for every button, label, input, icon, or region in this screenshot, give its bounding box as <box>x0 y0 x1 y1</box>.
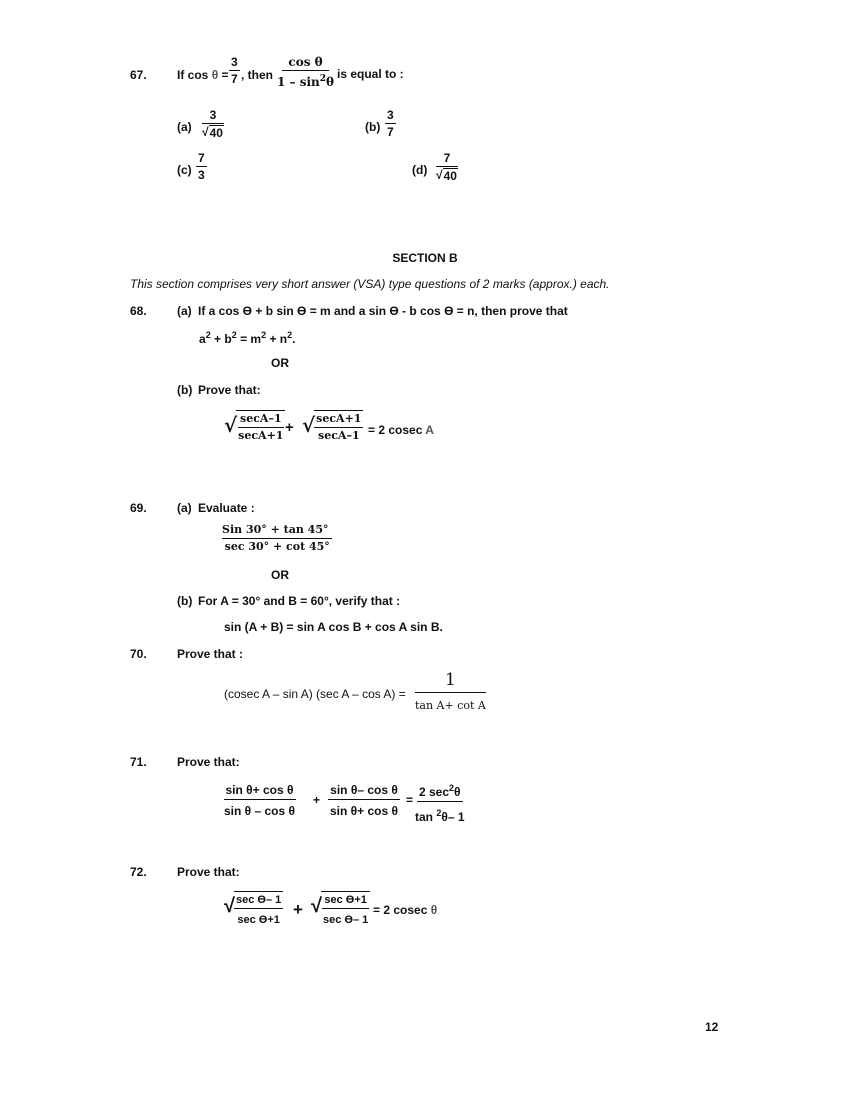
q71-number: 71. <box>130 755 147 769</box>
q68-a-label: (a) <box>177 304 192 318</box>
q67-option-a-radicand: 40 <box>209 126 223 140</box>
q71-fraction-2 <box>328 783 400 818</box>
q71-f3-den-a: tan <box>415 810 437 824</box>
q68-eq-n: + n <box>266 332 288 346</box>
q72-radical-2 <box>311 888 370 928</box>
q69-b-text: For A = 30° and B = 60°, verify that : <box>198 594 401 608</box>
q69-identity: sin (A + B) = sin A cos B + cos A sin B. <box>224 620 443 634</box>
section-b-title: SECTION B <box>392 251 458 265</box>
q71-f3-num-a: 2 sec <box>418 785 450 799</box>
q68-rad2-den: secA–1 <box>318 429 360 442</box>
q72-radical-1 <box>224 888 283 928</box>
q72-rhs-text: = 2 cosec <box>373 903 428 917</box>
q67-expr-num: cos θ <box>282 55 328 71</box>
q68-eq-m: = m <box>236 332 262 346</box>
q67-option-d-den <box>434 167 460 183</box>
q67-then: , then <box>241 68 273 82</box>
q67-option-b-den: 7 <box>387 125 394 139</box>
q67-expr-den-b: θ <box>326 75 335 89</box>
q67-option-c <box>196 151 207 182</box>
q71-fraction-1 <box>222 783 297 818</box>
q67-option-c-den: 3 <box>198 168 205 182</box>
q69-or: OR <box>271 568 289 582</box>
q71-f3-num <box>417 781 463 802</box>
q67-option-a <box>200 108 226 140</box>
q68-radical-2 <box>302 407 363 444</box>
q71-f3-den-b: θ– 1 <box>441 810 465 824</box>
section-b-intro: This section comprises very short answer (VSA) type questions of 2 marks (approx.) each. <box>130 277 610 291</box>
q70-rhs-fraction <box>413 670 488 713</box>
q70-rhs-den: tan A+ cot A <box>415 699 486 712</box>
q67-expr-den-exp: 2 <box>319 74 327 84</box>
q67-tail: is equal to : <box>337 67 404 81</box>
q67-option-d-label: (d) <box>412 163 428 177</box>
q72-rhs <box>373 903 437 917</box>
q67-lead <box>177 68 229 82</box>
q72-text: Prove that: <box>177 865 240 879</box>
q67-expr-den <box>275 71 336 89</box>
q68-a-text: If a cos ϴ + b sin ϴ = m and a sin ϴ - b cos ϴ = n, then prove that <box>198 304 568 318</box>
q71-f3-num-b: θ <box>454 785 461 799</box>
q68-rhs-text: = 2 cosec <box>368 423 423 437</box>
q72-rad1-den: sec ϴ+1 <box>237 914 280 926</box>
q67-option-c-num: 7 <box>198 151 205 165</box>
q70-lhs: (cosec A – sin A) (sec A – cos A) = <box>224 687 406 701</box>
q69-a-text: Evaluate : <box>198 501 255 515</box>
q71-text: Prove that: <box>177 755 240 769</box>
q67-lead-text: If cos <box>177 68 209 82</box>
q72-rad2-den: sec ϴ– 1 <box>322 914 369 926</box>
q68-b-text: Prove that: <box>198 383 261 397</box>
q68-radical-2-body <box>314 410 363 444</box>
q71-f3-den <box>413 802 467 824</box>
q69-fraction <box>222 523 332 554</box>
q67-theta: θ <box>211 68 219 82</box>
q67-cos-num: 3 <box>231 55 238 69</box>
q70-rhs-num: 1 <box>415 670 486 693</box>
sqrt-icon: √ <box>224 413 238 437</box>
q72-plus: + <box>293 900 303 919</box>
sqrt-icon: √ <box>436 168 443 182</box>
q67-option-b <box>385 108 396 139</box>
q71-f3-num-exp: 2 <box>449 783 455 793</box>
page-number: 12 <box>705 1020 719 1034</box>
q67-option-a-num: 3 <box>202 108 225 124</box>
sqrt-icon: √ <box>224 895 235 917</box>
q68-rhs <box>368 423 434 437</box>
q68-eq-m-exp: 2 <box>261 330 267 340</box>
q71-f1-num: sin θ+ cos θ <box>224 783 296 800</box>
q68-eq-a-exp: 2 <box>205 330 211 340</box>
q68-radical-1 <box>224 407 285 444</box>
q71-plus: + <box>313 793 321 807</box>
q72-radical-1-body <box>234 891 283 928</box>
sqrt-icon: √ <box>202 125 209 139</box>
q71-f2-den: sin θ+ cos θ <box>330 804 398 818</box>
q67-option-c-label: (c) <box>177 163 192 177</box>
q71-f2-num: sin θ– cos θ <box>328 783 400 800</box>
q72-rhs-theta: θ <box>430 903 438 917</box>
q71-eq: = <box>406 793 414 807</box>
q67-option-a-label: (a) <box>177 120 192 134</box>
q67-expr-den-a: 1 – sin <box>277 75 320 89</box>
q68-eq-end: . <box>292 332 296 346</box>
q72-number: 72. <box>130 865 147 879</box>
q69-b-label: (b) <box>177 594 193 608</box>
q68-rad2-num: secA+1 <box>314 411 363 428</box>
q72-rad2-num: sec ϴ+1 <box>322 892 369 909</box>
q67-option-b-num: 3 <box>387 108 394 122</box>
q67-option-a-den <box>200 124 226 140</box>
sqrt-icon: √ <box>302 413 316 437</box>
q67-expression <box>275 55 336 89</box>
q68-eq-a: a <box>199 332 206 346</box>
q67-eq: = <box>221 68 229 82</box>
q71-f3-den-exp: 2 <box>436 808 442 818</box>
q68-rhs-a: A <box>425 423 434 437</box>
q68-or: OR <box>271 356 289 370</box>
q68-eq-n-exp: 2 <box>287 330 293 340</box>
q70-text: Prove that : <box>177 647 244 661</box>
q69-frac-den: sec 30° + cot 45° <box>224 540 330 553</box>
q68-plus: + <box>285 419 294 436</box>
q70-number: 70. <box>130 647 147 661</box>
q68-rad1-den: secA+1 <box>238 429 284 442</box>
q67-option-d-radicand: 40 <box>443 169 457 183</box>
q68-number: 68. <box>130 304 147 318</box>
q72-rad1-num: sec ϴ– 1 <box>234 892 283 909</box>
q68-b-label: (b) <box>177 383 193 397</box>
q67-option-b-label: (b) <box>365 120 381 134</box>
q71-fraction-3 <box>413 781 467 824</box>
q67-number: 67. <box>130 68 147 82</box>
q68-rad1-num: secA–1 <box>238 411 284 428</box>
q68-eq-b-exp: 2 <box>231 330 237 340</box>
q68-equation <box>199 330 295 346</box>
q67-cos-den: 7 <box>231 72 238 86</box>
q69-frac-num: Sin 30° + tan 45° <box>222 523 332 539</box>
q67-option-d <box>434 151 460 183</box>
q67-cos-fraction <box>229 55 240 86</box>
q71-f1-den: sin θ – cos θ <box>224 804 295 818</box>
q69-number: 69. <box>130 501 147 515</box>
q68-radical-1-body <box>236 410 285 444</box>
q68-eq-b: + b <box>210 332 232 346</box>
q69-a-label: (a) <box>177 501 192 515</box>
q72-radical-2-body <box>321 891 370 928</box>
sqrt-icon: √ <box>311 895 322 917</box>
q67-option-d-num: 7 <box>436 151 459 167</box>
